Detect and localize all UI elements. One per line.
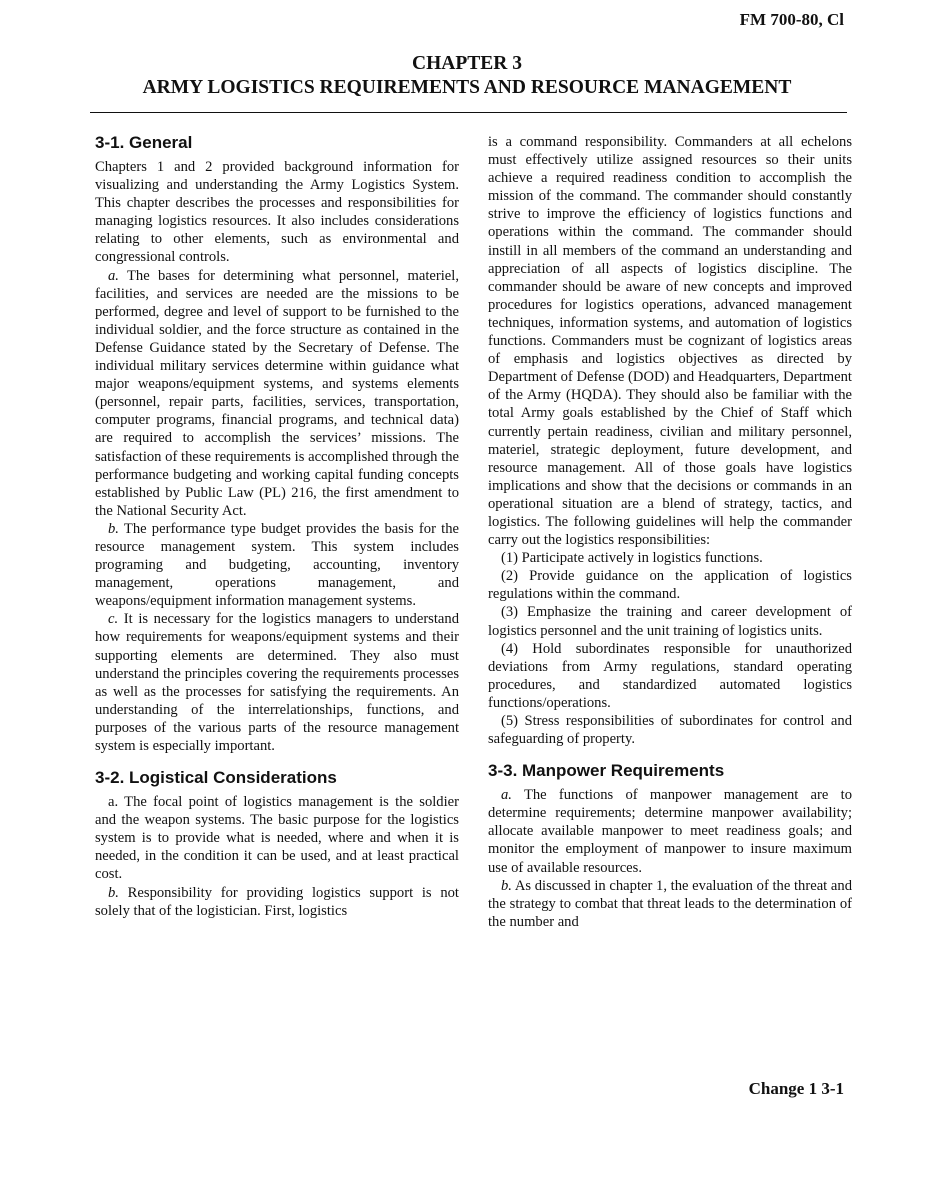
para-b-label: b.	[108, 520, 119, 537]
section-3-3-para-b	[488, 877, 852, 931]
section-3-2-para-b	[95, 884, 459, 920]
para-b-text: Responsibility for providing logistics support is not solely that of the logistician. First, logistics	[95, 884, 459, 919]
guideline-item: (1) Participate actively in logistics functions.	[501, 550, 763, 567]
para-a-text: The functions of manpower management are to determine requirements; determine manpower availability; allocate available manpower to meet readiness goals; and monitor the employment of manpower to insure maximum use of available resources.	[488, 787, 852, 876]
section-3-3-heading: 3-3. Manpower Requirements	[488, 761, 725, 781]
page-footer: Change 1 3-1	[748, 1079, 844, 1098]
para-a-label: a.	[108, 267, 119, 284]
para-b-label: b.	[108, 884, 119, 901]
section-3-2-heading: 3-2. Logistical Considerations	[95, 768, 337, 788]
guideline-item: (5) Stress responsibilities of subordinates for control and safeguarding of property.	[488, 713, 852, 748]
section-3-1-para-a	[95, 267, 459, 520]
section-3-1-intro: Chapters 1 and 2 provided background information for visualizing and understanding the Army Logistics System. This chapter describes the processes and responsibilities for managing logistics resources. It also includes considerations relating to other elements, such as environmental and congressional controls.	[95, 159, 459, 266]
document-id: FM 700-80, Cl	[739, 10, 844, 29]
chapter-number: CHAPTER 3	[412, 53, 522, 74]
section-3-2-para-b-continued: is a command responsibility. Commanders at all echelons must effectively utilize assigned resources so their units achieve a required readiness condition to accomplish the mission of the command. The commander should constantly strive to improve the efficiency of logistics functions and operations within the command. The commander should instill in all members of the command an understanding and appreciation of all aspects of logistics discipline. The commander should be aware of new concepts and improved procedures for logistics operations, advanced management techniques, information systems, and automation of logistics functions. Commanders must be cognizant of logistics areas of emphasis and logistics objectives as directed by Department of Defense (DOD) and Headquarters, Department of the Army (HQDA). They should also be familiar with the total Army goals established by the Chief of Staff which currently pertain readiness, civilian and military personnel, materiel, strategic deployment, future development, and resource management. All of those goals have logistics implications and show that the decisions or commands in an operational situation are a blend of strategy, tactics, and logistics. The following guidelines will help the commander carry out the logistics responsibilities:	[488, 134, 852, 549]
chapter-name: ARMY LOGISTICS REQUIREMENTS AND RESOURCE MANAGEMENT	[142, 77, 792, 98]
para-b-label: b.	[501, 877, 512, 894]
para-a-text: The bases for determining what personnel, materiel, facilities, and services are needed are the missions to be performed, degree and level of support to be furnished to the individual soldier, and the force structure as contained in the Defense Guidance stated by the Secretary of Defense. The individual military services determine within guidance what major weapons/equipment systems, and systems elements (personnel, repair parts, facilities, services, transportation, computer programs, financial programs, and technical data) are required to accomplish the services’ missions. The satisfaction of these requirements is accomplished through the performance budgeting and working capital funding concepts established by Public Law (PL) 216, the first amendment to the National Security Act.	[95, 267, 459, 519]
para-b-text: As discussed in chapter 1, the evaluation of the threat and the strategy to combat that threat leads to the determination of the number and	[488, 877, 852, 930]
left-column	[95, 132, 459, 920]
section-3-1-para-c	[95, 610, 459, 755]
guideline-item: (2) Provide guidance on the application of logistics regulations within the command.	[488, 568, 852, 603]
section-3-2-para-a: a. The focal point of logistics management is the soldier and the weapon systems. The basic purpose for the logistics system is to provide what is needed, where and when it is needed, in the condition it can be used, and at least practical cost.	[95, 794, 459, 883]
title-rule	[90, 112, 847, 113]
section-3-1-para-b	[95, 520, 459, 610]
section-3-3-para-a	[488, 786, 852, 876]
para-c-text: It is necessary for the logistics managers to understand how requirements for weapons/equipment systems and their supporting elements are determined. They also must understand the principles covering the requirements processes as well as the processes for satisfying the requirements. An understanding of the interrelationships, functions, and purposes of the various parts of the resource management system is especially important.	[95, 611, 459, 754]
section-3-1-heading: 3-1. General	[95, 133, 193, 152]
right-column	[488, 133, 852, 931]
guideline-item: (4) Hold subordinates responsible for unauthorized deviations from Army regulations, standard operating procedures, and standardized automated logistics functions/operations.	[488, 640, 852, 711]
guideline-item: (3) Emphasize the training and career development of logistics personnel and the unit training of logistics units.	[488, 604, 852, 639]
para-c-label: c.	[108, 611, 119, 628]
para-b-text: The performance type budget provides the basis for the resource management system. This system includes programing and budgeting, accounting, inventory management, operations management, and weapons/equipment information management systems.	[95, 520, 459, 610]
chapter-title	[0, 52, 934, 100]
para-a-label: a.	[501, 787, 512, 804]
